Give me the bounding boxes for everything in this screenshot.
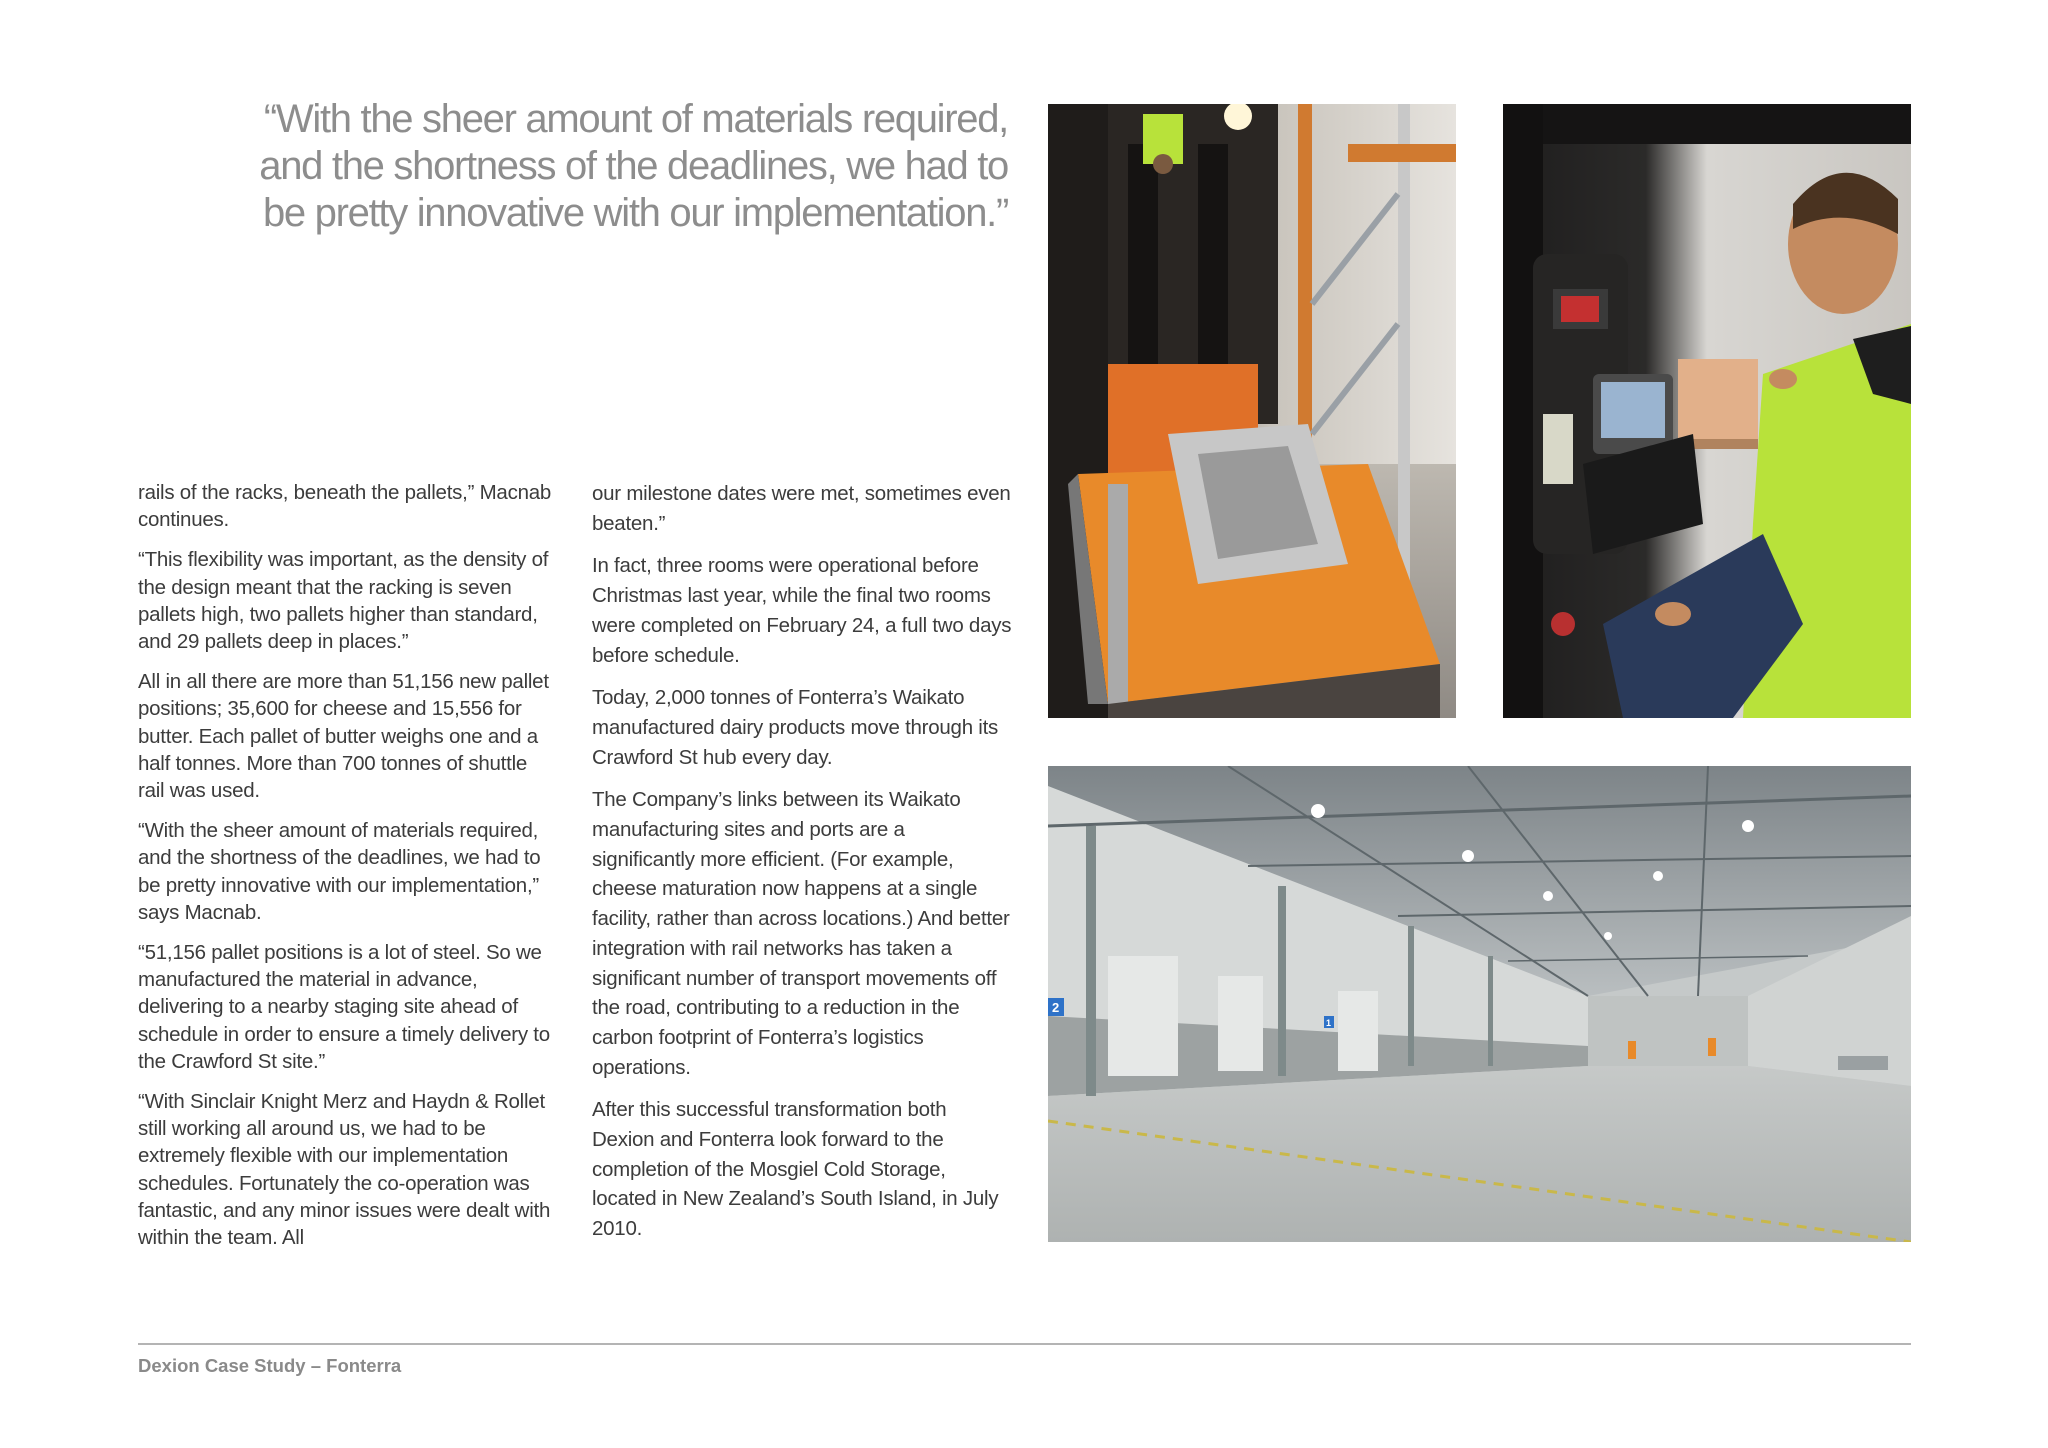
body-column-left <box>138 479 558 1264</box>
paragraph: The Company’s links between its Waikato manufacturing sites and ports are a significantly more efficient. (For example, cheese maturation now happens at a single facility, rather than across locations.) And better integration with rail networks has taken a significant number of transport movements off the road, contributing to a reduction in the carbon footprint of Fonterra’s logistics operations. <box>592 788 1010 1079</box>
paragraph: All in all there are more than 51,156 new pallet positions; 35,600 for cheese and 15,556 for butter. Each pallet of butter weighs one and a half tonnes. More than 700 tonnes of shuttle rail was used. <box>138 670 549 803</box>
paragraph: After this successful transformation both Dexion and Fonterra look forward to the completion of the Mosgiel Cold Storage, located in New Zealand’s South Island, in July 2010. <box>592 1098 999 1241</box>
paragraph: Today, 2,000 tonnes of Fonterra’s Waikato manufactured dairy products move through its Crawford St hub every day. <box>592 686 999 769</box>
door-sign-2: 2 <box>1052 1000 1060 1015</box>
photo-warehouse-interior <box>1048 766 1911 1242</box>
photo-shuttle-forklift <box>1048 104 1456 718</box>
footer-divider <box>138 1343 1911 1345</box>
pull-quote <box>150 96 1008 237</box>
pull-quote-line: be pretty innovative with our implementation.” <box>262 191 1008 235</box>
paragraph: In fact, three rooms were operational before Christmas last year, while the final two rooms were completed on February 24, a full two days before schedule. <box>592 554 1012 667</box>
paragraph: our milestone dates were met, sometimes even beaten.” <box>592 482 1011 535</box>
photo-operator-terminal <box>1503 104 1911 718</box>
paragraph: “With the sheer amount of materials required, and the shortness of the deadlines, we had to be pretty innovative with our implementation,” says Macnab. <box>138 819 541 924</box>
body-column-right <box>592 479 1012 1257</box>
paragraph: “This flexibility was important, as the density of the design meant that the racking is seven pallets high, two pallets higher than standard, and 29 pallets deep in places.” <box>138 548 549 654</box>
footer-label: Dexion Case Study – Fonterra <box>138 1355 402 1376</box>
paragraph: “51,156 pallet positions is a lot of steel. So we manufactured the material in advance, delivering to a nearby staging site ahead of schedule in order to ensure a timely delivery to the Crawford St site.” <box>138 941 550 1073</box>
pull-quote-line: “With the sheer amount of materials required, <box>263 97 1008 141</box>
door-sign-1: 1 <box>1326 1018 1332 1028</box>
paragraph: rails of the racks, beneath the pallets,” Macnab continues. <box>138 481 552 532</box>
pull-quote-line: and the shortness of the deadlines, we had to <box>259 144 1008 188</box>
paragraph: “With Sinclair Knight Merz and Haydn & Rollet still working all around us, we had to be extremely flexible with our implementation schedules. Fortunately the co-operation was fantastic, and any minor issues were dealt with within the team. All <box>138 1090 551 1250</box>
